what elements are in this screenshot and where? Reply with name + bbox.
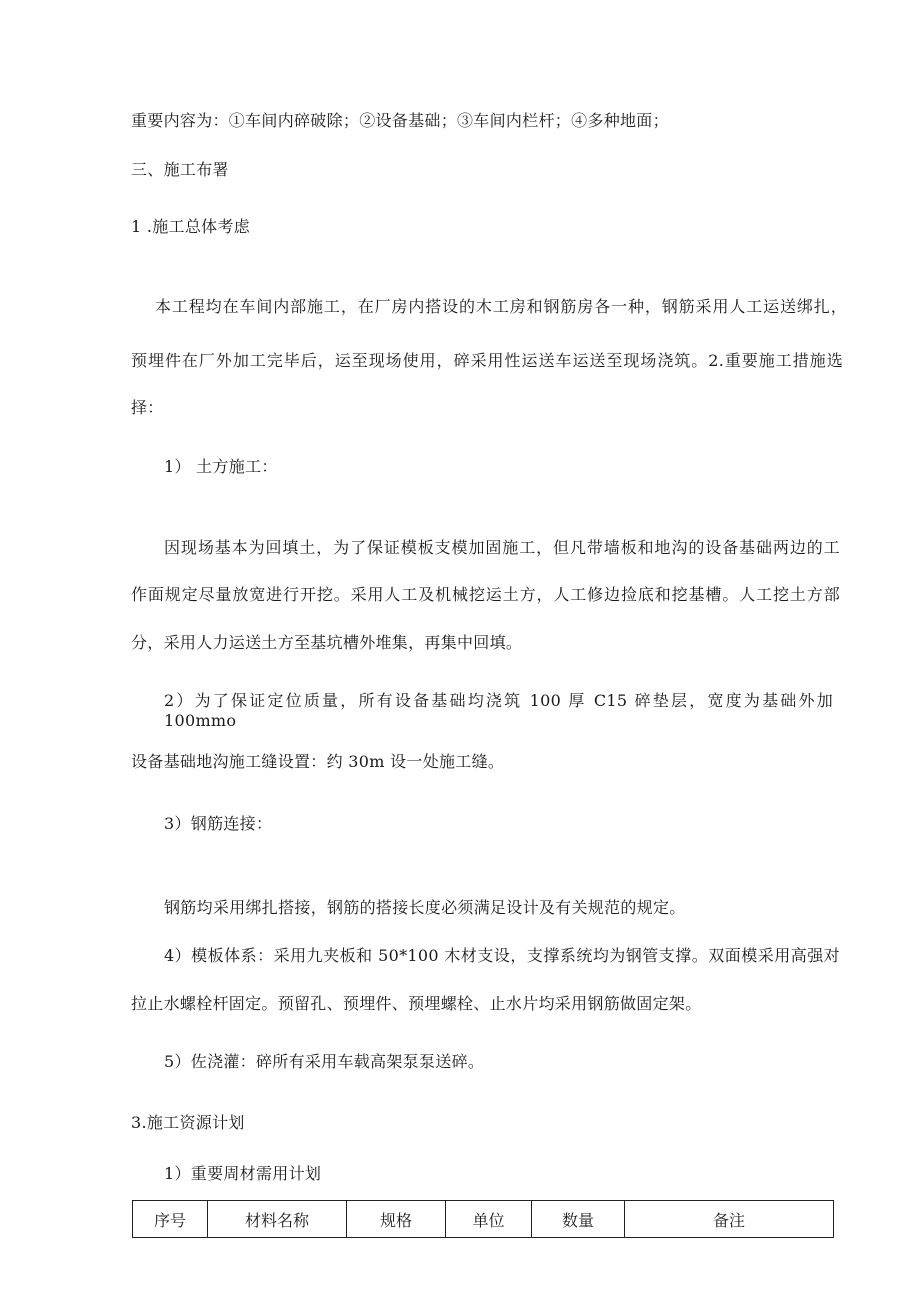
header-serial-number: 序号 — [133, 1201, 208, 1238]
subheading-overall-considerations: 1 .施工总体考虑 — [131, 217, 251, 236]
construction-joint-line: 设备基础地沟施工缝设置：约 30m 设一处施工缝。 — [131, 752, 505, 771]
table-header-row — [133, 1201, 834, 1238]
paragraph-earthwork-line-1: 因现场基本为回填土，为了保证模板支模加固施工，但凡带墙板和地沟的设备基础两边的工 — [164, 538, 840, 557]
paragraph-overview-line-1: 本工程均在车间内部施工，在厂房内搭设的木工房和钢筋房各一种，钢筋采用人工运送绑扎， — [155, 297, 847, 316]
paragraph-earthwork-line-2: 作面规定尽量放宽进行开挖。采用人工及机械挖运土方，人工修边捡底和挖基槽。人工挖土方部 — [131, 585, 840, 604]
section-heading-construction-layout: 三、施工布署 — [131, 160, 229, 179]
item-material-plan-heading: 1）重要周材需用计划 — [164, 1164, 322, 1183]
key-content-line: 重要内容为：①车间内碎破除；②设备基础；③车间内栏杆；④多种地面； — [131, 111, 669, 130]
item-formwork-line-1: 4）模板体系：采用九夹板和 50*100 木材支设，支撑系统均为钢管支撑。双面模采用高强对 — [164, 946, 840, 965]
paragraph-earthwork-line-3: 分，采用人力运送土方至基坑槽外堆集，再集中回填。 — [131, 633, 523, 652]
header-specification: 规格 — [347, 1201, 446, 1238]
header-unit: 单位 — [446, 1201, 532, 1238]
paragraph-rebar-connection: 钢筋均采用绑扎搭接，钢筋的搭接长度必须满足设计及有关规范的规定。 — [164, 898, 686, 917]
item-positioning-quality: 2）为了保证定位质量，所有设备基础均浇筑 100 厚 C15 碎垫层，宽度为基础外加 100mmo — [164, 691, 833, 730]
material-plan-table — [132, 1200, 834, 1238]
paragraph-overview-line-2: 预埋件在厂外加工完毕后，运至现场使用，碎采用性运送车运送至现场浇筑。2.重要施工措施选 — [131, 351, 843, 370]
subheading-resource-plan: 3.施工资源计划 — [131, 1113, 245, 1132]
paragraph-overview-line-3: 择： — [131, 398, 164, 417]
item-rebar-connection-heading: 3）钢筋连接： — [164, 814, 273, 833]
item-concrete-pouring: 5）佐浇灌：碎所有采用车载高架泵泵送碎。 — [164, 1052, 485, 1071]
item-earthwork-heading: 1） 土方施工： — [164, 457, 278, 476]
item-formwork-line-2: 拉止水螺栓杆固定。预留孔、预埋件、预埋螺栓、止水片均采用钢筋做固定架。 — [131, 994, 702, 1013]
header-remarks: 备注 — [625, 1201, 834, 1238]
header-material-name: 材料名称 — [208, 1201, 347, 1238]
header-quantity: 数量 — [532, 1201, 625, 1238]
